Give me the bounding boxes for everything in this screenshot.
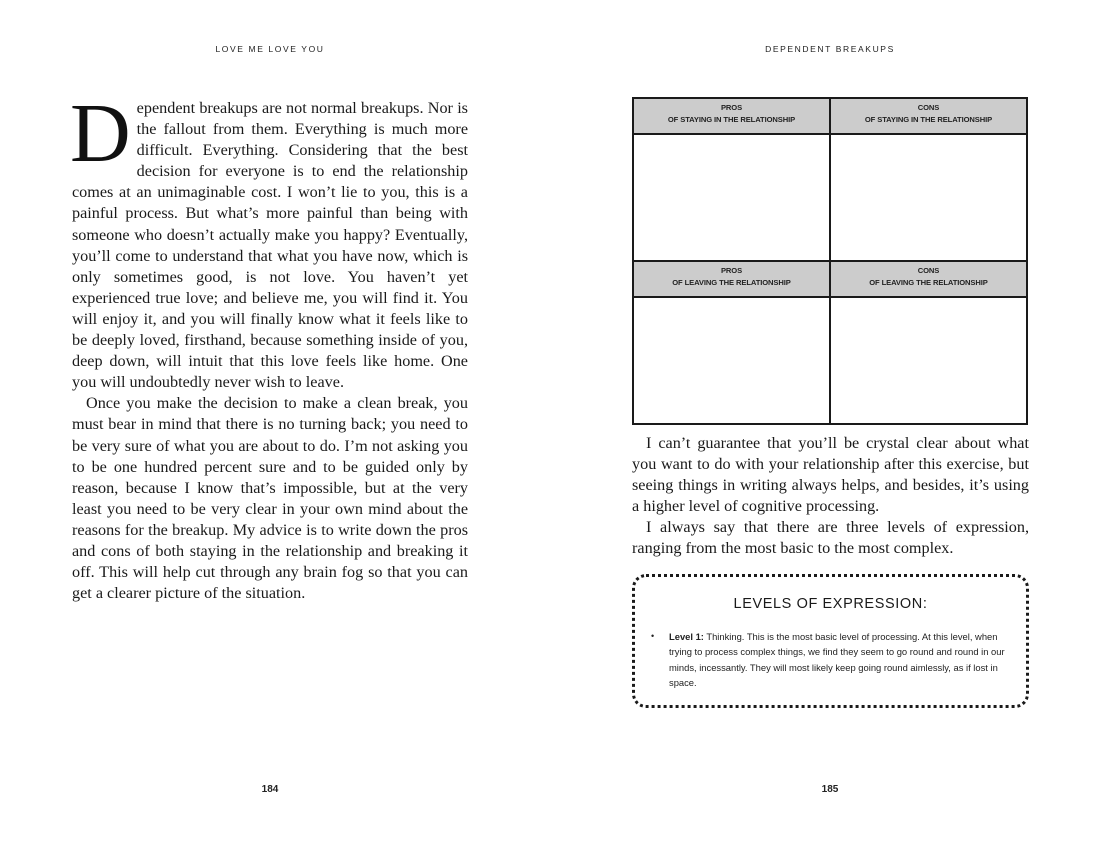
item-label: Level 1: [669, 631, 704, 642]
drop-cap: D [70, 87, 131, 180]
page-number: 184 [261, 784, 279, 795]
table-header [831, 99, 1026, 135]
item-text: Thinking. This is the most basic level of processing. At this level, when trying to process complex things, we find they seem to go round and round in our minds, incessantly. They will most likely keep going round aimlessly, as if lost in space. [669, 631, 1005, 689]
table-header [634, 262, 829, 298]
callout-list [651, 629, 1013, 691]
header-subtitle: OF LEAVING THE RELATIONSHIP [672, 278, 791, 287]
pros-staying-cell [634, 99, 829, 262]
header-subtitle: OF STAYING IN THE RELATIONSHIP [864, 115, 993, 124]
list-item [651, 629, 1013, 691]
levels-of-expression-box [632, 574, 1029, 708]
table-row-staying [634, 99, 1026, 262]
table-header [831, 262, 1026, 298]
left-body-text [70, 87, 468, 604]
table-row-leaving [634, 262, 1026, 423]
header-title: CONS [917, 103, 940, 112]
callout-title: LEVELS OF EXPRESSION: [733, 596, 928, 612]
right-page [550, 0, 1100, 841]
bullet-icon: • [651, 631, 655, 641]
writing-area [634, 298, 829, 423]
paragraph: I can’t guarantee that you’ll be crystal clear about what you want to do with your relationship after this exercise, but seeing things in writing always helps, and besides, it’s using a higher level of cognitive processing. [632, 434, 1029, 516]
header-subtitle: OF LEAVING THE RELATIONSHIP [869, 278, 988, 287]
running-head-book-title: LOVE ME LOVE YOU [215, 44, 325, 54]
header-subtitle: OF STAYING IN THE RELATIONSHIP [667, 115, 796, 124]
cons-leaving-cell [829, 262, 1026, 423]
paragraph: I always say that there are three levels of expression, ranging from the most basic to the most complex. [632, 518, 1029, 558]
pros-leaving-cell [634, 262, 829, 423]
paragraph-text: ependent breakups are not normal breakups. Nor is the fallout from them. Everything is much more difficult. Everything. Considering that the best decision for everyone is to end the relationship comes at an unimaginable cost. I won’t lie to you, this is a painful process. But what’s more painful than being with someone who doesn’t actually make you happy? Eventually, you’ll come to understand that what you have now, which is only sometimes good, is not love. You haven’t yet experienced true love; and believe me, you will find it. You will enjoy it, and you will finally know what it feels like to be deeply loved, firsthand, because something inside of you, deep down, will intuit that this love feels like home. One you will undoubtedly never wish to leave. [72, 99, 468, 392]
paragraph [70, 87, 468, 393]
right-body-text [632, 433, 1029, 560]
table-header [634, 99, 829, 135]
header-title: PROS [720, 103, 743, 112]
cons-staying-cell [829, 99, 1026, 262]
writing-area [831, 298, 1026, 423]
paragraph: Once you make the decision to make a clean break, you must bear in mind that there is no turning back; you need to be very sure of what you are about to do. I’m not asking you to be one hundred percent sure and to be guided only by reason, because I know that’s impossible, but at the very least you need to be very clear in your own mind about the reasons for the breakup. My advice is to write down the pros and cons of both staying in the relationship and breaking it off. This will help cut through any brain fog so that you can get a clearer picture of the situation. [72, 394, 468, 603]
running-head-chapter-title: DEPENDENT BREAKUPS [765, 44, 895, 54]
pros-cons-table [632, 97, 1028, 425]
header-title: PROS [720, 266, 743, 275]
header-title: CONS [917, 266, 940, 275]
writing-area [831, 135, 1026, 262]
writing-area [634, 135, 829, 262]
page-number: 185 [821, 784, 839, 795]
